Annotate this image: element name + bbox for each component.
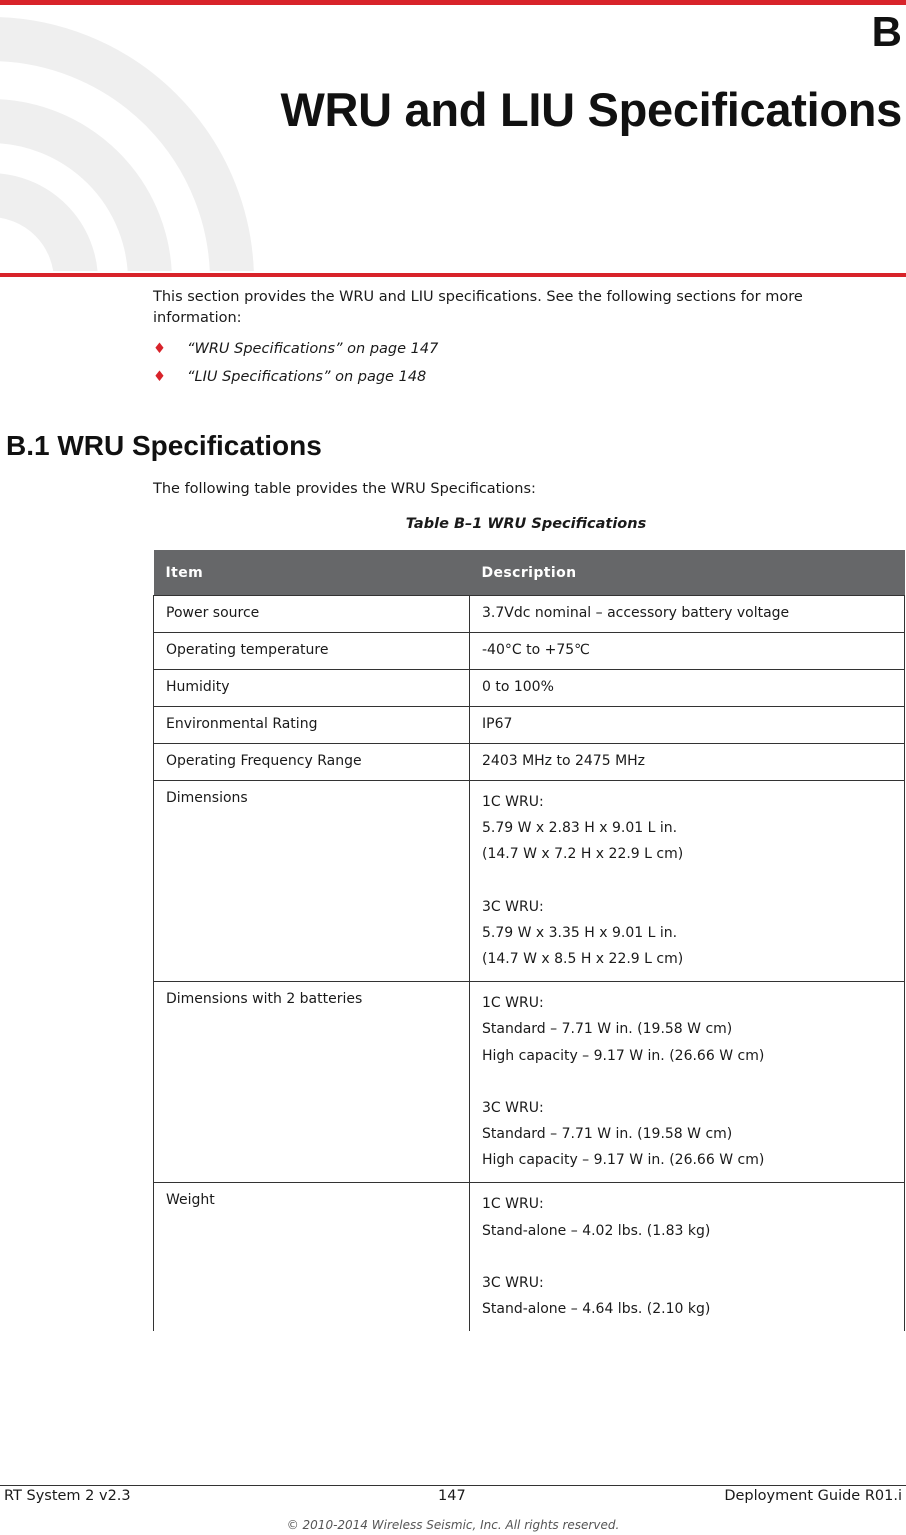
description-line: High capacity – 9.17 W in. (26.66 W cm) <box>482 1047 765 1064</box>
header-item: Item <box>154 550 470 596</box>
description-line: 3.7Vdc nominal – accessory battery voltage <box>482 605 790 621</box>
cell-item: Environmental Rating <box>154 707 470 744</box>
description-line: Standard – 7.71 W in. (19.58 W cm) <box>482 1126 733 1143</box>
chapter-title: WRU and LIU Specifications <box>280 83 902 136</box>
description-line: Stand-alone – 4.64 lbs. (2.10 kg) <box>482 1301 711 1318</box>
description-line: IP67 <box>482 716 513 732</box>
table-header-row <box>154 550 905 596</box>
description-line: 1C WRU: <box>482 794 544 810</box>
cell-item: Weight <box>154 1183 470 1331</box>
diamond-bullet-icon: ♦ <box>153 341 166 357</box>
footer-product: RT System 2 v2.3 <box>4 1488 131 1504</box>
chapter-letter: B <box>871 8 902 55</box>
cell-item: Operating Frequency Range <box>154 744 470 781</box>
footer-copyright: © 2010-2014 Wireless Seismic, Inc. All rights reserved. <box>286 1518 620 1532</box>
table-row <box>154 596 905 633</box>
description-line: 3C WRU: <box>482 1099 544 1116</box>
description-line: 3C WRU: <box>482 898 544 915</box>
wru-spec-table <box>153 550 905 1331</box>
table-row <box>154 1183 905 1331</box>
table-row <box>154 781 905 982</box>
description-spacer <box>482 1069 892 1095</box>
section-title: B.1 WRU Specifications <box>6 430 322 461</box>
description-line: 3C WRU: <box>482 1274 544 1291</box>
description-spacer <box>482 868 892 894</box>
description-line: 1C WRU: <box>482 995 544 1012</box>
description-line: (14.7 W x 8.5 H x 22.9 L cm) <box>482 951 684 968</box>
section-lead: The following table provides the WRU Specifications: <box>153 481 536 497</box>
description-line: 5.79 W x 3.35 H x 9.01 L in. <box>482 924 678 941</box>
cell-description <box>470 982 905 1183</box>
description-line: (14.7 W x 7.2 H x 22.9 L cm) <box>482 846 684 863</box>
cell-item: Operating temperature <box>154 633 470 670</box>
signal-wave-watermark-icon <box>0 5 270 271</box>
table-row <box>154 633 905 670</box>
description-line: -40°C to +75℃ <box>482 642 590 658</box>
description-line: Standard – 7.71 W in. (19.58 W cm) <box>482 1021 733 1038</box>
table-row <box>154 982 905 1183</box>
table-body <box>154 596 905 1332</box>
cell-description <box>470 744 905 781</box>
description-line: Stand-alone – 4.02 lbs. (1.83 kg) <box>482 1222 711 1239</box>
cell-description <box>470 670 905 707</box>
description-line: High capacity – 9.17 W in. (26.66 W cm) <box>482 1152 765 1169</box>
bullet-text: “WRU Specifications” on page 147 <box>187 341 439 357</box>
table-row <box>154 744 905 781</box>
description-line: 5.79 W x 2.83 H x 9.01 L in. <box>482 820 678 837</box>
description-line: 2403 MHz to 2475 MHz <box>482 753 646 769</box>
bullet-link-wru[interactable] <box>153 341 438 357</box>
cell-description <box>470 633 905 670</box>
table-caption: Table B–1 WRU Specifications <box>405 516 647 532</box>
bullet-link-liu[interactable] <box>153 369 426 385</box>
footer-document: Deployment Guide R01.i <box>724 1488 902 1504</box>
cell-item: Humidity <box>154 670 470 707</box>
cell-item: Power source <box>154 596 470 633</box>
cell-description <box>470 596 905 633</box>
table-row <box>154 670 905 707</box>
header-description: Description <box>470 550 905 596</box>
cell-description <box>470 781 905 982</box>
description-line: 0 to 100% <box>482 679 554 695</box>
intro-paragraph: This section provides the WRU and LIU specifications. See the following sections for more information: <box>153 289 803 326</box>
bullet-text: “LIU Specifications” on page 148 <box>187 369 427 385</box>
cell-description <box>470 707 905 744</box>
description-spacer <box>482 1244 892 1270</box>
table-row <box>154 707 905 744</box>
cell-item: Dimensions <box>154 781 470 982</box>
diamond-bullet-icon: ♦ <box>153 369 166 385</box>
description-line: 1C WRU: <box>482 1196 544 1213</box>
chapter-header-rule <box>0 273 906 277</box>
cell-item: Dimensions with 2 batteries <box>154 982 470 1183</box>
cell-description <box>470 1183 905 1331</box>
footer-rule <box>0 1485 906 1486</box>
footer-page-number: 147 <box>438 1488 466 1504</box>
